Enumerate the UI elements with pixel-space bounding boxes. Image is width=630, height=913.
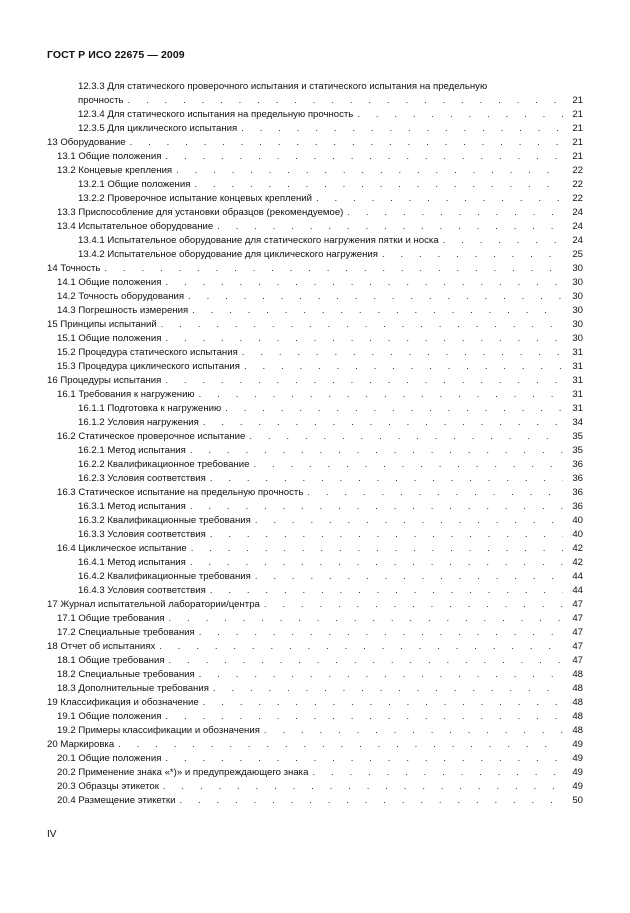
- toc-entry: [47, 640, 583, 654]
- toc-entry-page: 22: [572, 179, 583, 190]
- dot-leader: [191, 542, 563, 556]
- toc-entry: [47, 612, 583, 626]
- toc-entry: [47, 556, 583, 570]
- toc-entry-page: 35: [572, 445, 583, 456]
- toc-entry-page: 36: [572, 473, 583, 484]
- toc-entry-page: 42: [572, 557, 583, 568]
- toc-entry-title: 17.1 Общие требования: [57, 613, 165, 624]
- toc-entry-page: 31: [572, 403, 583, 414]
- toc-entry-page: 30: [572, 319, 583, 330]
- toc-entry: [47, 598, 583, 612]
- toc-entry-title: 19.1 Общие положения: [57, 711, 162, 722]
- toc-entry-title: 16.4.3 Условия соответствия: [78, 585, 206, 596]
- toc-entry: [47, 570, 583, 584]
- dot-leader: [163, 780, 563, 794]
- toc-entry-page: 21: [572, 95, 583, 106]
- toc-entry-title: 18.1 Общие требования: [57, 655, 165, 666]
- toc-entry-page: 30: [572, 305, 583, 316]
- toc-entry: [47, 724, 583, 738]
- dot-leader: [192, 304, 563, 318]
- toc-entry-page: 49: [572, 739, 583, 750]
- toc-entry: [47, 80, 583, 108]
- dot-leader: [190, 444, 563, 458]
- toc-entry: [47, 388, 583, 402]
- dot-leader: [165, 710, 563, 724]
- toc-entry-title: 14.2 Точность оборудования: [57, 291, 185, 302]
- toc-entry-page: 30: [572, 277, 583, 288]
- toc-entry-title: 16.1 Требования к нагружению: [57, 389, 195, 400]
- toc-entry-page: 21: [572, 137, 583, 148]
- dot-leader: [190, 500, 563, 514]
- toc-entry-title: 13.4.2 Испытательное оборудование для циклического нагружения: [78, 249, 378, 260]
- dot-leader: [264, 724, 563, 738]
- toc-entry: [47, 472, 583, 486]
- dot-leader: [241, 122, 563, 136]
- toc-entry-title: 16.4 Циклическое испытание: [57, 543, 187, 554]
- dot-leader: [357, 108, 563, 122]
- toc-entry-title: прочность: [78, 95, 124, 106]
- toc-entry-page: 31: [572, 347, 583, 358]
- toc-entry: [47, 276, 583, 290]
- dot-leader: [253, 458, 563, 472]
- dot-leader: [104, 262, 563, 276]
- toc-entry: [47, 248, 583, 262]
- dot-leader: [264, 598, 563, 612]
- toc-entry: [47, 318, 583, 332]
- toc-entry: [47, 136, 583, 150]
- toc-entry: [47, 710, 583, 724]
- toc-entry: [47, 430, 583, 444]
- dot-leader: [199, 668, 563, 682]
- dot-leader: [179, 794, 563, 808]
- dot-leader: [165, 374, 563, 388]
- toc-entry: [47, 486, 583, 500]
- toc-entry-title: 20 Маркировка: [47, 739, 115, 750]
- toc-entry-page: 48: [572, 725, 583, 736]
- toc-entry-title: 14.3 Погрешность измерения: [57, 305, 189, 316]
- dot-leader: [188, 290, 563, 304]
- toc-entry-title-line1: 12.3.3 Для статического проверочного испытания и статического испытания на предельную: [78, 81, 488, 92]
- toc-entry-page: 30: [572, 333, 583, 344]
- toc-entry-page: 31: [572, 389, 583, 400]
- toc-entry-page: 48: [572, 711, 583, 722]
- toc-entry-page: 24: [572, 235, 583, 246]
- toc-entry: [47, 794, 583, 808]
- toc-entry-page: 49: [572, 753, 583, 764]
- toc-entry: [47, 514, 583, 528]
- dot-leader: [165, 752, 563, 766]
- toc-entry-page: 47: [572, 599, 583, 610]
- toc-entry-page: 47: [572, 655, 583, 666]
- toc-entry-page: 47: [572, 641, 583, 652]
- toc-entry: [47, 346, 583, 360]
- toc-entry-title: 19 Классификация и обозначение: [47, 697, 199, 708]
- toc-entry: [47, 332, 583, 346]
- toc-entry-page: 48: [572, 697, 583, 708]
- toc-entry: [47, 584, 583, 598]
- toc-entry-title: 16.4.1 Метод испытания: [78, 557, 186, 568]
- dot-leader: [242, 346, 563, 360]
- dot-leader: [210, 472, 563, 486]
- toc-entry: [47, 528, 583, 542]
- toc-entry-page: 49: [572, 781, 583, 792]
- page-number: IV: [47, 829, 57, 840]
- dot-leader: [176, 164, 563, 178]
- dot-leader: [217, 220, 563, 234]
- toc-entry-page: 47: [572, 613, 583, 624]
- dot-leader: [161, 318, 563, 332]
- toc-entry: [47, 458, 583, 472]
- toc-entry-page: 40: [572, 515, 583, 526]
- toc-entry: [47, 444, 583, 458]
- toc-entry-title: 16.3.3 Условия соответствия: [78, 529, 206, 540]
- toc-entry: [47, 178, 583, 192]
- toc-entry-title: 18 Отчет об испытаниях: [47, 641, 156, 652]
- toc-entry-title: 20.4 Размещение этикетки: [57, 795, 176, 806]
- dot-leader: [347, 206, 563, 220]
- toc-entry: [47, 164, 583, 178]
- toc-entry-title: 20.3 Образцы этикеток: [57, 781, 159, 792]
- toc-entry-title: 16.3.1 Метод испытания: [78, 501, 186, 512]
- toc-entry-page: 30: [572, 291, 583, 302]
- toc-entry: [47, 752, 583, 766]
- toc-entry-page: 42: [572, 543, 583, 554]
- dot-leader: [194, 178, 563, 192]
- toc-entry-page: 25: [572, 249, 583, 260]
- toc-entry-title: 15.1 Общие положения: [57, 333, 162, 344]
- toc-entry-title: 16.2 Статическое проверочное испытание: [57, 431, 246, 442]
- toc-entry-page: 36: [572, 501, 583, 512]
- table-of-contents: [47, 80, 583, 808]
- toc-entry-title: 16.3 Статическое испытание на предельную прочность: [57, 487, 304, 498]
- dot-leader: [165, 332, 563, 346]
- toc-entry-page: 21: [572, 123, 583, 134]
- toc-entry-page: 22: [572, 165, 583, 176]
- toc-entry: [47, 738, 583, 752]
- toc-entry-page: 47: [572, 627, 583, 638]
- toc-entry-title: 17 Журнал испытательной лаборатории/центра: [47, 599, 260, 610]
- toc-entry-page: 44: [572, 585, 583, 596]
- toc-entry-title: 15 Принципы испытаний: [47, 319, 157, 330]
- toc-entry-title: 17.2 Специальные требования: [57, 627, 195, 638]
- toc-entry-page: 35: [572, 431, 583, 442]
- toc-entry-title: 13.2 Концевые крепления: [57, 165, 173, 176]
- toc-entry-title: 16 Процедуры испытания: [47, 375, 162, 386]
- dot-leader: [225, 402, 563, 416]
- toc-entry: [47, 766, 583, 780]
- toc-entry: [47, 696, 583, 710]
- toc-entry-title: 16.1.2 Условия нагружения: [78, 417, 199, 428]
- dot-leader: [190, 556, 563, 570]
- toc-entry: [47, 206, 583, 220]
- toc-entry-title: 16.1.1 Подготовка к нагружению: [78, 403, 222, 414]
- dot-leader: [199, 388, 563, 402]
- toc-entry-page: 48: [572, 669, 583, 680]
- toc-entry-title: 13.1 Общие положения: [57, 151, 162, 162]
- toc-entry: [47, 374, 583, 388]
- toc-entry-page: 36: [572, 459, 583, 470]
- toc-entry-page: 50: [572, 795, 583, 806]
- dot-leader: [316, 192, 563, 206]
- dot-leader: [127, 94, 563, 108]
- toc-entry: [47, 682, 583, 696]
- toc-entry: [47, 500, 583, 514]
- toc-entry-page: 22: [572, 193, 583, 204]
- toc-entry-page: 24: [572, 207, 583, 218]
- toc-entry-title: 13.4.1 Испытательное оборудование для статического нагружения пятки и носка: [78, 235, 439, 246]
- toc-entry-title: 14 Точность: [47, 263, 101, 274]
- toc-entry-title: 13.2.1 Общие положения: [78, 179, 191, 190]
- toc-entry: [47, 780, 583, 794]
- toc-entry-page: 21: [572, 109, 583, 120]
- toc-entry-title: 14.1 Общие положения: [57, 277, 162, 288]
- toc-entry: [47, 234, 583, 248]
- toc-entry-title: 16.2.2 Квалификационное требование: [78, 459, 250, 470]
- toc-entry-title: 16.3.2 Квалификационные требования: [78, 515, 251, 526]
- toc-entry-page: 34: [572, 417, 583, 428]
- dot-leader: [443, 234, 563, 248]
- toc-entry-title: 13.2.2 Проверочное испытание концевых креплений: [78, 193, 312, 204]
- dot-leader: [165, 276, 563, 290]
- toc-entry: [47, 668, 583, 682]
- toc-entry: [47, 360, 583, 374]
- toc-entry-page: 31: [572, 361, 583, 372]
- toc-entry-title: 13 Оборудование: [47, 137, 126, 148]
- toc-entry: [47, 654, 583, 668]
- toc-entry: [47, 290, 583, 304]
- toc-entry-title: 15.2 Процедура статического испытания: [57, 347, 238, 358]
- toc-entry-page: 36: [572, 487, 583, 498]
- toc-entry-title: 13.4 Испытательное оборудование: [57, 221, 214, 232]
- dot-leader: [169, 612, 563, 626]
- dot-leader: [199, 626, 563, 640]
- toc-entry: [47, 402, 583, 416]
- toc-entry-title: 20.2 Применение знака «*)» и предупреждающего знака: [57, 767, 309, 778]
- dot-leader: [210, 528, 563, 542]
- toc-entry-page: 31: [572, 375, 583, 386]
- toc-entry-title: 16.2.1 Метод испытания: [78, 445, 186, 456]
- dot-leader: [249, 430, 563, 444]
- toc-entry: [47, 626, 583, 640]
- dot-leader: [213, 682, 563, 696]
- toc-entry-title: 20.1 Общие положения: [57, 753, 162, 764]
- dot-leader: [159, 640, 563, 654]
- toc-entry-page: 44: [572, 571, 583, 582]
- toc-entry: [47, 192, 583, 206]
- toc-entry-title: 12.3.5 Для циклического испытания: [78, 123, 238, 134]
- dot-leader: [169, 654, 563, 668]
- toc-entry-title: 15.3 Процедура циклического испытания: [57, 361, 240, 372]
- toc-entry: [47, 262, 583, 276]
- toc-entry: [47, 108, 583, 122]
- toc-entry-page: 49: [572, 767, 583, 778]
- toc-entry-title: 12.3.4 Для статического испытания на предельную прочность: [78, 109, 354, 120]
- dot-leader: [382, 248, 563, 262]
- toc-entry-title: 16.2.3 Условия соответствия: [78, 473, 206, 484]
- dot-leader: [203, 416, 563, 430]
- toc-entry-title: 13.3 Приспособление для установки образцов (рекомендуемое): [57, 207, 344, 218]
- dot-leader: [307, 486, 563, 500]
- toc-entry-page: 24: [572, 221, 583, 232]
- toc-entry-page: 40: [572, 529, 583, 540]
- dot-leader: [203, 696, 563, 710]
- toc-entry: [47, 150, 583, 164]
- toc-entry: [47, 542, 583, 556]
- toc-entry-title: 19.2 Примеры классификации и обозначения: [57, 725, 260, 736]
- dot-leader: [130, 136, 563, 150]
- dot-leader: [255, 514, 563, 528]
- toc-entry: [47, 416, 583, 430]
- dot-leader: [244, 360, 563, 374]
- dot-leader: [312, 766, 563, 780]
- page-header: ГОСТ Р ИСО 22675 — 2009: [47, 49, 185, 61]
- toc-entry: [47, 220, 583, 234]
- dot-leader: [255, 570, 563, 584]
- toc-entry-title: 18.3 Дополнительные требования: [57, 683, 209, 694]
- toc-entry: [47, 122, 583, 136]
- toc-entry-title: 16.4.2 Квалификационные требования: [78, 571, 251, 582]
- toc-entry-page: 21: [572, 151, 583, 162]
- dot-leader: [118, 738, 563, 752]
- toc-entry-page: 48: [572, 683, 583, 694]
- toc-entry: [47, 304, 583, 318]
- toc-entry-title: 18.2 Специальные требования: [57, 669, 195, 680]
- toc-entry-page: 30: [572, 263, 583, 274]
- dot-leader: [165, 150, 563, 164]
- dot-leader: [210, 584, 563, 598]
